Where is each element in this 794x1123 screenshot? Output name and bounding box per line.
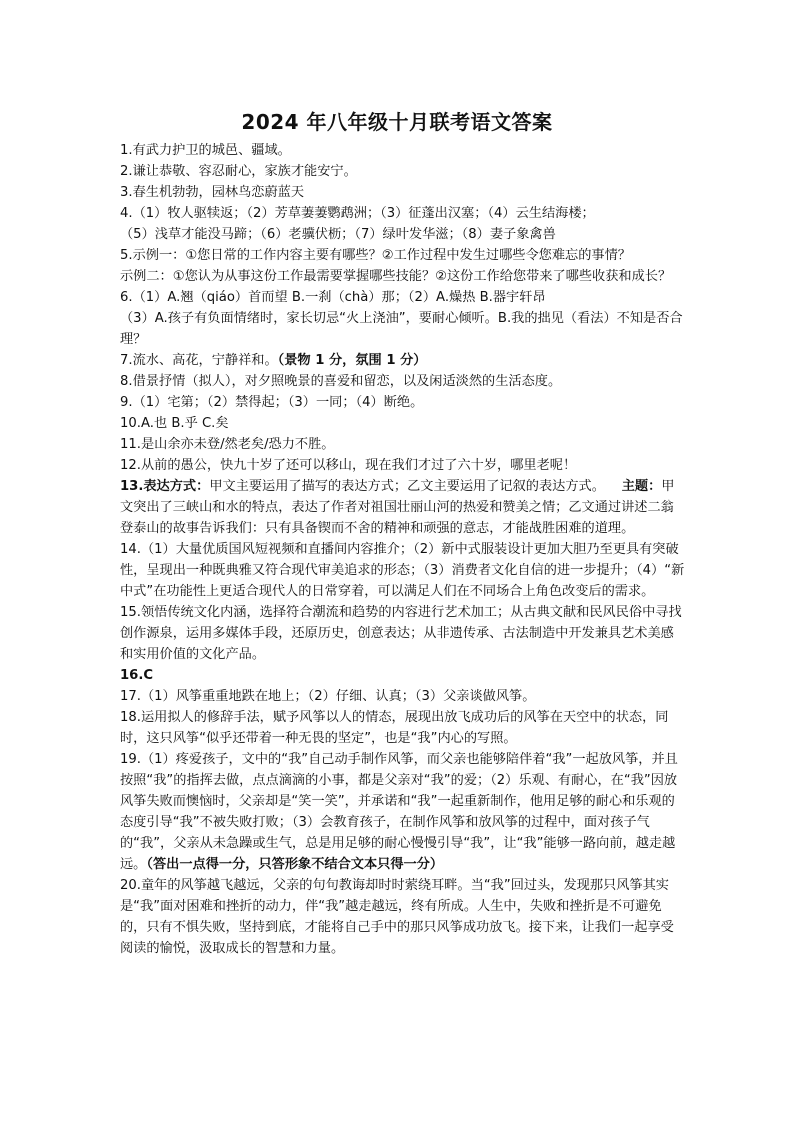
answer-4-line-2: （5）浅草才能没马蹄；（6）老骥伏枥；（7）绿叶发华滋；（8）妻子象禽兽: [120, 227, 556, 242]
answer-4-line-1: 4.（1）牧人驱犊返；（2）芳草萋萋鹦鹉洲；（3）征蓬出汉塞；（4）云生结海楼；: [120, 206, 595, 221]
answer-13-label: 13.表达方式：: [120, 479, 210, 494]
answer-9: 9.（1）宅第；（2）禁得起；（3）一同；（4）断绝。: [120, 395, 424, 410]
answer-6-line-2: （3）A.孩子有负面情绪时，家长切忌“火上浇油”，要耐心倾听。B.我的拙见（看法）不知是否合理？: [120, 311, 683, 347]
answer-12: 12.从前的愚公，快九十岁了还可以移山，现在我们才过了六十岁，哪里老呢！: [120, 458, 577, 473]
answer-3: 3.春生机勃勃，园林鸟恋蔚蓝天: [120, 185, 305, 200]
answer-13-text-2: 甲文突出了三峡山和水的特点，表达了作者对祖国壮丽山河的热爱和赞美之情；乙文通过讲述二翁登泰山的故事告诉我们：只有具备锲而不舍的精神和顽强的意志，才能战胜困难的道理。: [120, 479, 675, 536]
answers-body: [120, 140, 685, 959]
answer-14: 14.（1）大量优质国风短视频和直播间内容推介；（2）新中式服装设计更加大胆乃至更具有突破性，呈现出一种既典雅又符合现代审美追求的形态；（3）消费者文化自信的进一步提升；（4）“新中式”在功能性上更适合现代人的日常穿着，可以满足人们在不同场合上角色改变后的需求。: [120, 542, 685, 599]
answer-11: 11.是山余亦未登/然老矣/恐力不胜。: [120, 437, 335, 452]
answer-2: 2.谦让恭敬、容忍耐心，家族才能安宁。: [120, 164, 357, 179]
answer-7: [120, 350, 685, 371]
answer-19: [120, 749, 685, 875]
answer-8: 8.借景抒情（拟人），对夕照晚景的喜爱和留恋，以及闲适淡然的生活态度。: [120, 374, 562, 389]
document-title: 2024 年八年级十月联考语文答案: [241, 110, 553, 134]
answer-5-line-1: 5.示例一：①您日常的工作内容主要有哪些？②工作过程中发生过哪些令您难忘的事情？: [120, 248, 631, 263]
answer-15: 15.领悟传统文化内涵，选择符合潮流和趋势的内容进行艺术加工；从古典文献和民风民俗中寻找创作源泉，运用多媒体手段，还原历史，创意表达；从非遗传承、古法制造中开发兼具艺术美感和实用价值的文化产品。: [120, 605, 682, 662]
answer-7-score-note: （景物 1 分，氛围 1 分）: [277, 353, 427, 368]
answer-13-text-1: 甲文主要运用了描写的表达方式；乙文主要运用了记叙的表达方式。: [209, 479, 605, 494]
answer-16: 16.C: [120, 668, 154, 683]
answer-5-line-2: 示例二：①您认为从事这份工作最需要掌握哪些技能？②这份工作给您带来了哪些收获和成长？: [120, 269, 672, 284]
answer-1: 1.有武力护卫的城邑、疆域。: [120, 143, 291, 158]
answer-6-line-1: 6.（1）A.翘（qiáo）首而望 B.一刹（chà）那；（2）A.燥热 B.器宇轩昂: [120, 290, 546, 305]
answer-13-label-2: 主题：: [621, 479, 662, 494]
answer-17: 17.（1）风筝重重地跌在地上；（2）仔细、认真；（3）父亲谈做风筝。: [120, 689, 536, 704]
answer-10: 10.A.也 B.乎 C.矣: [120, 416, 229, 431]
answer-18: 18.运用拟人的修辞手法，赋予风筝以人的情态，展现出放飞成功后的风筝在天空中的状态，同时，这只风筝“似乎还带着一种无畏的坚定”，也是“我”内心的写照。: [120, 710, 669, 746]
answer-20: 20.童年的风筝越飞越远，父亲的句句教诲却时时萦绕耳畔。当“我”回过头，发现那只风筝其实是“我”面对困难和挫折的动力，伴“我”越走越远，终有所成。人生中，失败和挫折是不可避免的，只有不惧失败，坚持到底，才能将自己手中的那只风筝成功放飞。接下来，让我们一起享受阅读的愉悦，汲取成长的智慧和力量。: [120, 878, 674, 956]
answer-19-text: 19.（1）疼爱孩子，文中的“我”自己动手制作风筝，而父亲也能够陪伴着“我”一起放风筝，并且按照“我”的指挥去做，点点滴滴的小事，都是父亲对“我”的爱；（2）乐观、有耐心，在“我”因放风筝失败而懊恼时，父亲却是“笑一笑”，并承诺和“我”一起重新制作，他用足够的耐心和乐观的态度引导“我”不被失败打败；（3）会教育孩子，在制作风筝和放风筝的过程中，面对孩子气的“我”，父亲从未急躁或生气，总是用足够的耐心慢慢引导“我”，让“我”能够一路向前，越走越远。: [120, 752, 678, 872]
answer-7-text: 7.流水、高花，宁静祥和。: [120, 353, 278, 368]
answer-13: [120, 476, 685, 539]
answer-19-score-note: （答出一点得一分，只答形象不结合文本只得一分）: [146, 857, 444, 872]
